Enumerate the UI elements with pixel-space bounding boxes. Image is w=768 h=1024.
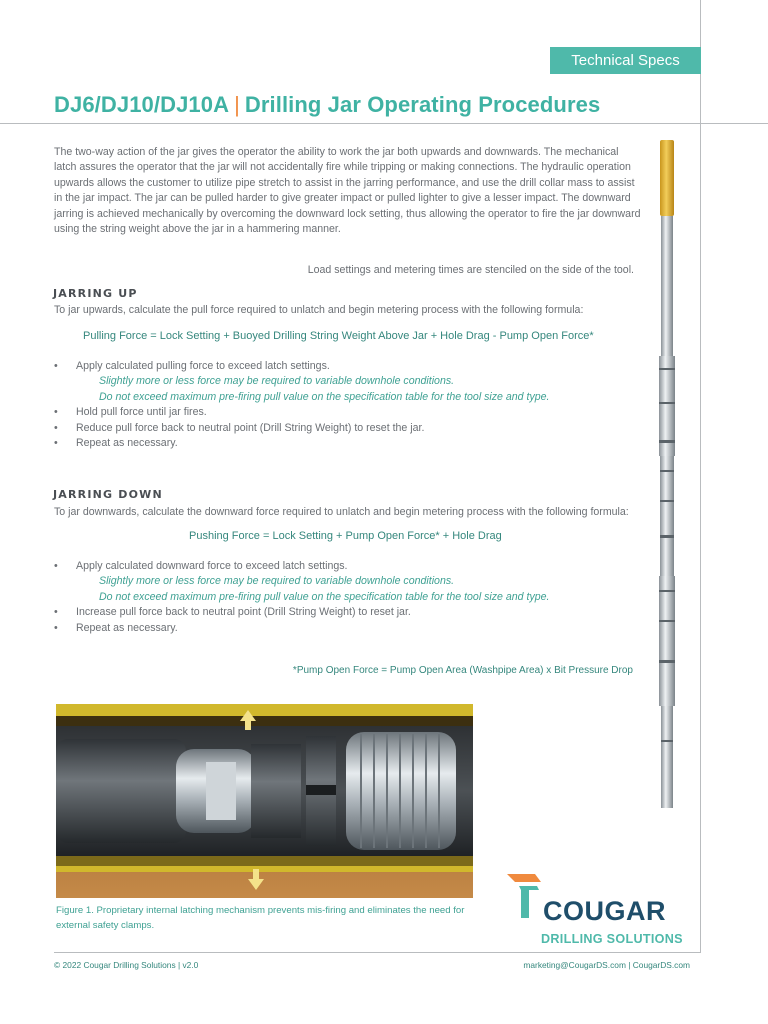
- jarring-down-text: To jar downwards, calculate the downward force required to unlatch and begin metering process with the following formula:: [54, 506, 629, 518]
- list-item: • Apply calculated downward force to exceed latch settings.: [54, 559, 654, 574]
- jarring-down-heading: JARRING DOWN: [53, 488, 163, 501]
- list-item: • Repeat as necessary.: [54, 621, 654, 636]
- drilling-jar-tool-graphic: [654, 140, 680, 812]
- bullet-dot: •: [54, 606, 58, 619]
- bullet-dot: •: [54, 406, 58, 419]
- jarring-up-text: To jar upwards, calculate the pull force required to unlatch and begin metering process with the following formula:: [54, 304, 584, 316]
- list-note: Slightly more or less force may be required to variable downhole conditions.: [99, 375, 455, 388]
- footer-contact: marketing@CougarDS.com | CougarDS.com: [523, 960, 690, 970]
- pump-open-force-note: *Pump Open Force = Pump Open Area (Washpipe Area) x Bit Pressure Drop: [292, 665, 633, 676]
- cougar-logo: [507, 874, 697, 952]
- right-margin-rule: [700, 0, 701, 952]
- jarring-up-heading: JARRING UP: [53, 287, 138, 300]
- cougar-logo-mark: [507, 874, 547, 924]
- list-note: Do not exceed maximum pre-firing pull value on the specification table for the tool size and type.: [99, 390, 550, 403]
- list-note: Slightly more or less force may be required to variable downhole conditions.: [99, 575, 455, 588]
- latching-mechanism-figure: [56, 704, 473, 898]
- bullet-dot: •: [54, 421, 58, 434]
- bullet-dot: •: [54, 437, 58, 450]
- logo-name: COUGAR: [543, 896, 666, 926]
- list-item: • Reduce pull force back to neutral point (Drill String Weight) to reset the jar.: [54, 421, 654, 436]
- pulling-force-formula: Pulling Force = Lock Setting + Buoyed Drilling String Weight Above Jar + Hole Drag - Pump Open Force*: [83, 330, 594, 342]
- list-item: • Hold pull force until jar fires.: [54, 405, 654, 420]
- list-note: Do not exceed maximum pre-firing pull value on the specification table for the tool size and type.: [99, 590, 550, 603]
- list-item: • Repeat as necessary.: [54, 436, 654, 451]
- bullet-dot: •: [54, 621, 58, 634]
- drilling-jar-tool-illustration: [654, 140, 680, 812]
- bullet-dot: •: [54, 560, 58, 572]
- list-item: • Increase pull force back to neutral point (Drill String Weight) to reset jar.: [54, 605, 654, 620]
- title-rule: [0, 123, 768, 124]
- footer-copyright: © 2022 Cougar Drilling Solutions | v2.0: [54, 960, 199, 970]
- pushing-force-formula: Pushing Force = Lock Setting + Pump Open Force* + Hole Drag: [189, 530, 502, 542]
- latching-mechanism-illustration: [56, 704, 473, 898]
- title-text: Drilling Jar Operating Procedures: [244, 92, 601, 117]
- figure-caption: Figure 1. Proprietary internal latching mechanism prevents mis-firing and eliminates the need for external safety clamps.: [56, 905, 465, 931]
- list-item: • Apply calculated pulling force to exceed latch settings.: [54, 359, 654, 374]
- footer-rule: [54, 952, 701, 953]
- bullet-dot: •: [54, 360, 58, 372]
- page-title: [54, 92, 600, 118]
- title-separator: |: [234, 92, 240, 117]
- intro-paragraph: The two-way action of the jar gives the operator the ability to work the jar both upwards and downwards. The mechanical latch assures the operator that the jar will not accidentally fire while tripping or making connections. The hydraulic operation upwards allows the customer to utilize pipe stretch to assist in the jarring performance, and use the drill collar mass to assist in the jar impact. The jar can be pulled harder to give greater impact or pulled lighter to give a lesser impact. The downward jarring is achieved mechanically by overcoming the downward lock setting, thus allowing the operator to fire the jar downward using the string weight above the jar in a hammering manner.: [54, 146, 641, 236]
- jarring-up-list: [54, 359, 654, 451]
- title-models: DJ6/DJ10/DJ10A: [54, 92, 230, 117]
- load-settings-note: Load settings and metering times are stenciled on the side of the tool.: [307, 264, 634, 276]
- technical-specs-tab: Technical Specs: [550, 47, 701, 74]
- logo-subtitle: DRILLING SOLUTIONS: [541, 932, 683, 946]
- jarring-down-list: [54, 559, 654, 636]
